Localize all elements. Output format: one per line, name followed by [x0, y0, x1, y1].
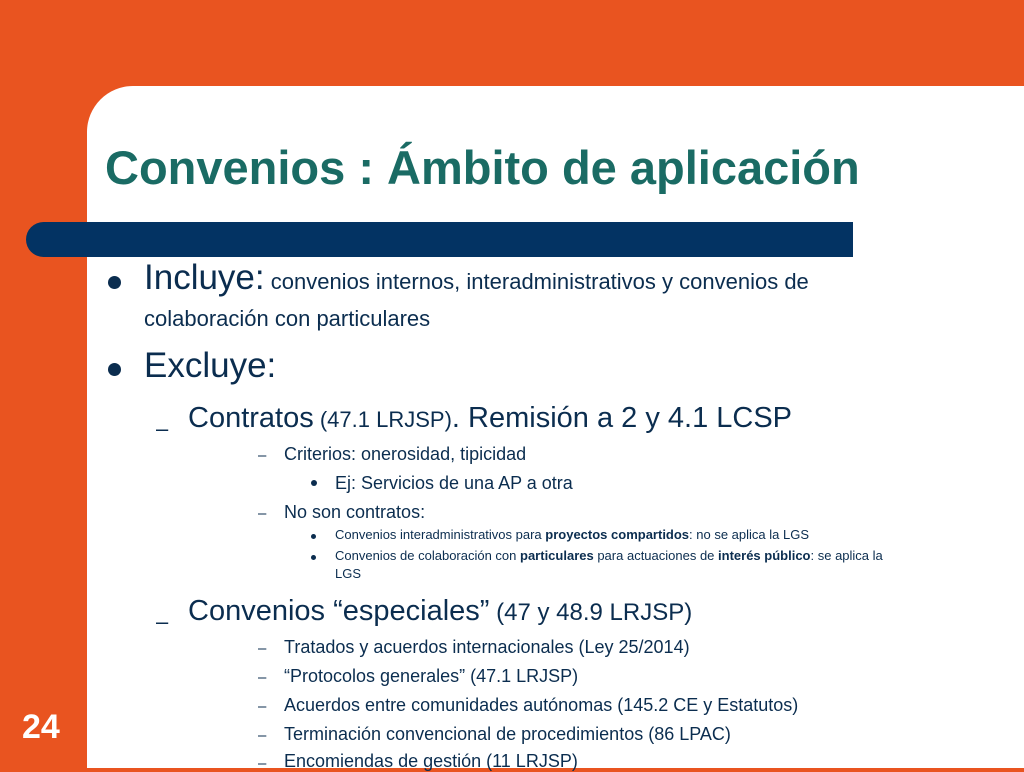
- especiales-label: Convenios “especiales”: [188, 595, 490, 627]
- conv2-c: para actuaciones de: [593, 548, 719, 563]
- bullet-incluye: [144, 258, 809, 298]
- bullet-dot: [311, 480, 317, 486]
- especiales-item: Encomiendas de gestión (11 LRJSP): [284, 751, 578, 771]
- bullet-dot: [311, 555, 316, 560]
- conv1-b: proyectos compartidos: [545, 527, 690, 542]
- dash-marker: –: [258, 698, 267, 715]
- bullet-dot: [108, 276, 121, 289]
- conv2-e: : se aplica la: [810, 548, 883, 563]
- title-underline-bar: [26, 222, 853, 257]
- ejemplo-item: Ej: Servicios de una AP a otra: [335, 473, 573, 493]
- dash-marker: –: [258, 669, 267, 686]
- convenio-particulares-item: [335, 548, 883, 563]
- contratos-rest: . Remisión a 2 y 4.1 LCSP: [451, 402, 793, 434]
- convenio-interadmin-item: [335, 527, 809, 542]
- especiales-item: Acuerdos entre comunidades autónomas (145.2 CE y Estatutos): [284, 695, 799, 715]
- especiales-item: Tratados y acuerdos internacionales (Ley 25/2014): [284, 637, 690, 657]
- especiales-item: “Protocolos generales” (47.1 LRJSP): [284, 666, 579, 686]
- dash-marker: –: [258, 755, 267, 772]
- contratos-label: Contratos: [188, 402, 314, 434]
- conv1-a: Convenios interadministrativos para: [335, 527, 546, 542]
- conv2-a: Convenios de colaboración con: [335, 548, 521, 563]
- orange-side-band: [0, 0, 87, 768]
- incluye-label: Incluye:: [144, 258, 265, 297]
- slide-title: Convenios : Ámbito de aplicación: [105, 141, 860, 194]
- especiales-item: Terminación convencional de procedimientos (86 LPAC): [284, 724, 731, 744]
- incluye-text-line2: colaboración con particulares: [144, 306, 431, 331]
- criterios-item: Criterios: onerosidad, tipicidad: [284, 444, 527, 464]
- incluye-text: convenios internos, interadministrativos y convenios de: [264, 269, 809, 294]
- especiales-line: [188, 595, 692, 628]
- dash-marker: –: [156, 416, 169, 441]
- dash-marker: –: [258, 505, 267, 522]
- conv1-c: : no se aplica la LGS: [689, 527, 810, 542]
- especiales-ref: (47 y 48.9 LRJSP): [489, 599, 693, 626]
- bullet-dot: [108, 363, 121, 376]
- slide-number: 24: [22, 708, 60, 746]
- bullet-dot: [311, 534, 316, 539]
- conv2-d: interés público: [718, 548, 811, 563]
- no-son-contratos-item: No son contratos:: [284, 502, 426, 522]
- dash-marker: –: [258, 447, 267, 464]
- dash-marker: –: [156, 609, 169, 634]
- dash-marker: –: [258, 640, 267, 657]
- contratos-ref: (47.1 LRJSP): [313, 407, 452, 432]
- conv2-b: particulares: [520, 548, 594, 563]
- bullet-excluye: Excluye:: [144, 346, 277, 385]
- convenio-particulares-line2: LGS: [335, 566, 362, 581]
- contratos-line: [188, 402, 792, 435]
- dash-marker: –: [258, 727, 267, 744]
